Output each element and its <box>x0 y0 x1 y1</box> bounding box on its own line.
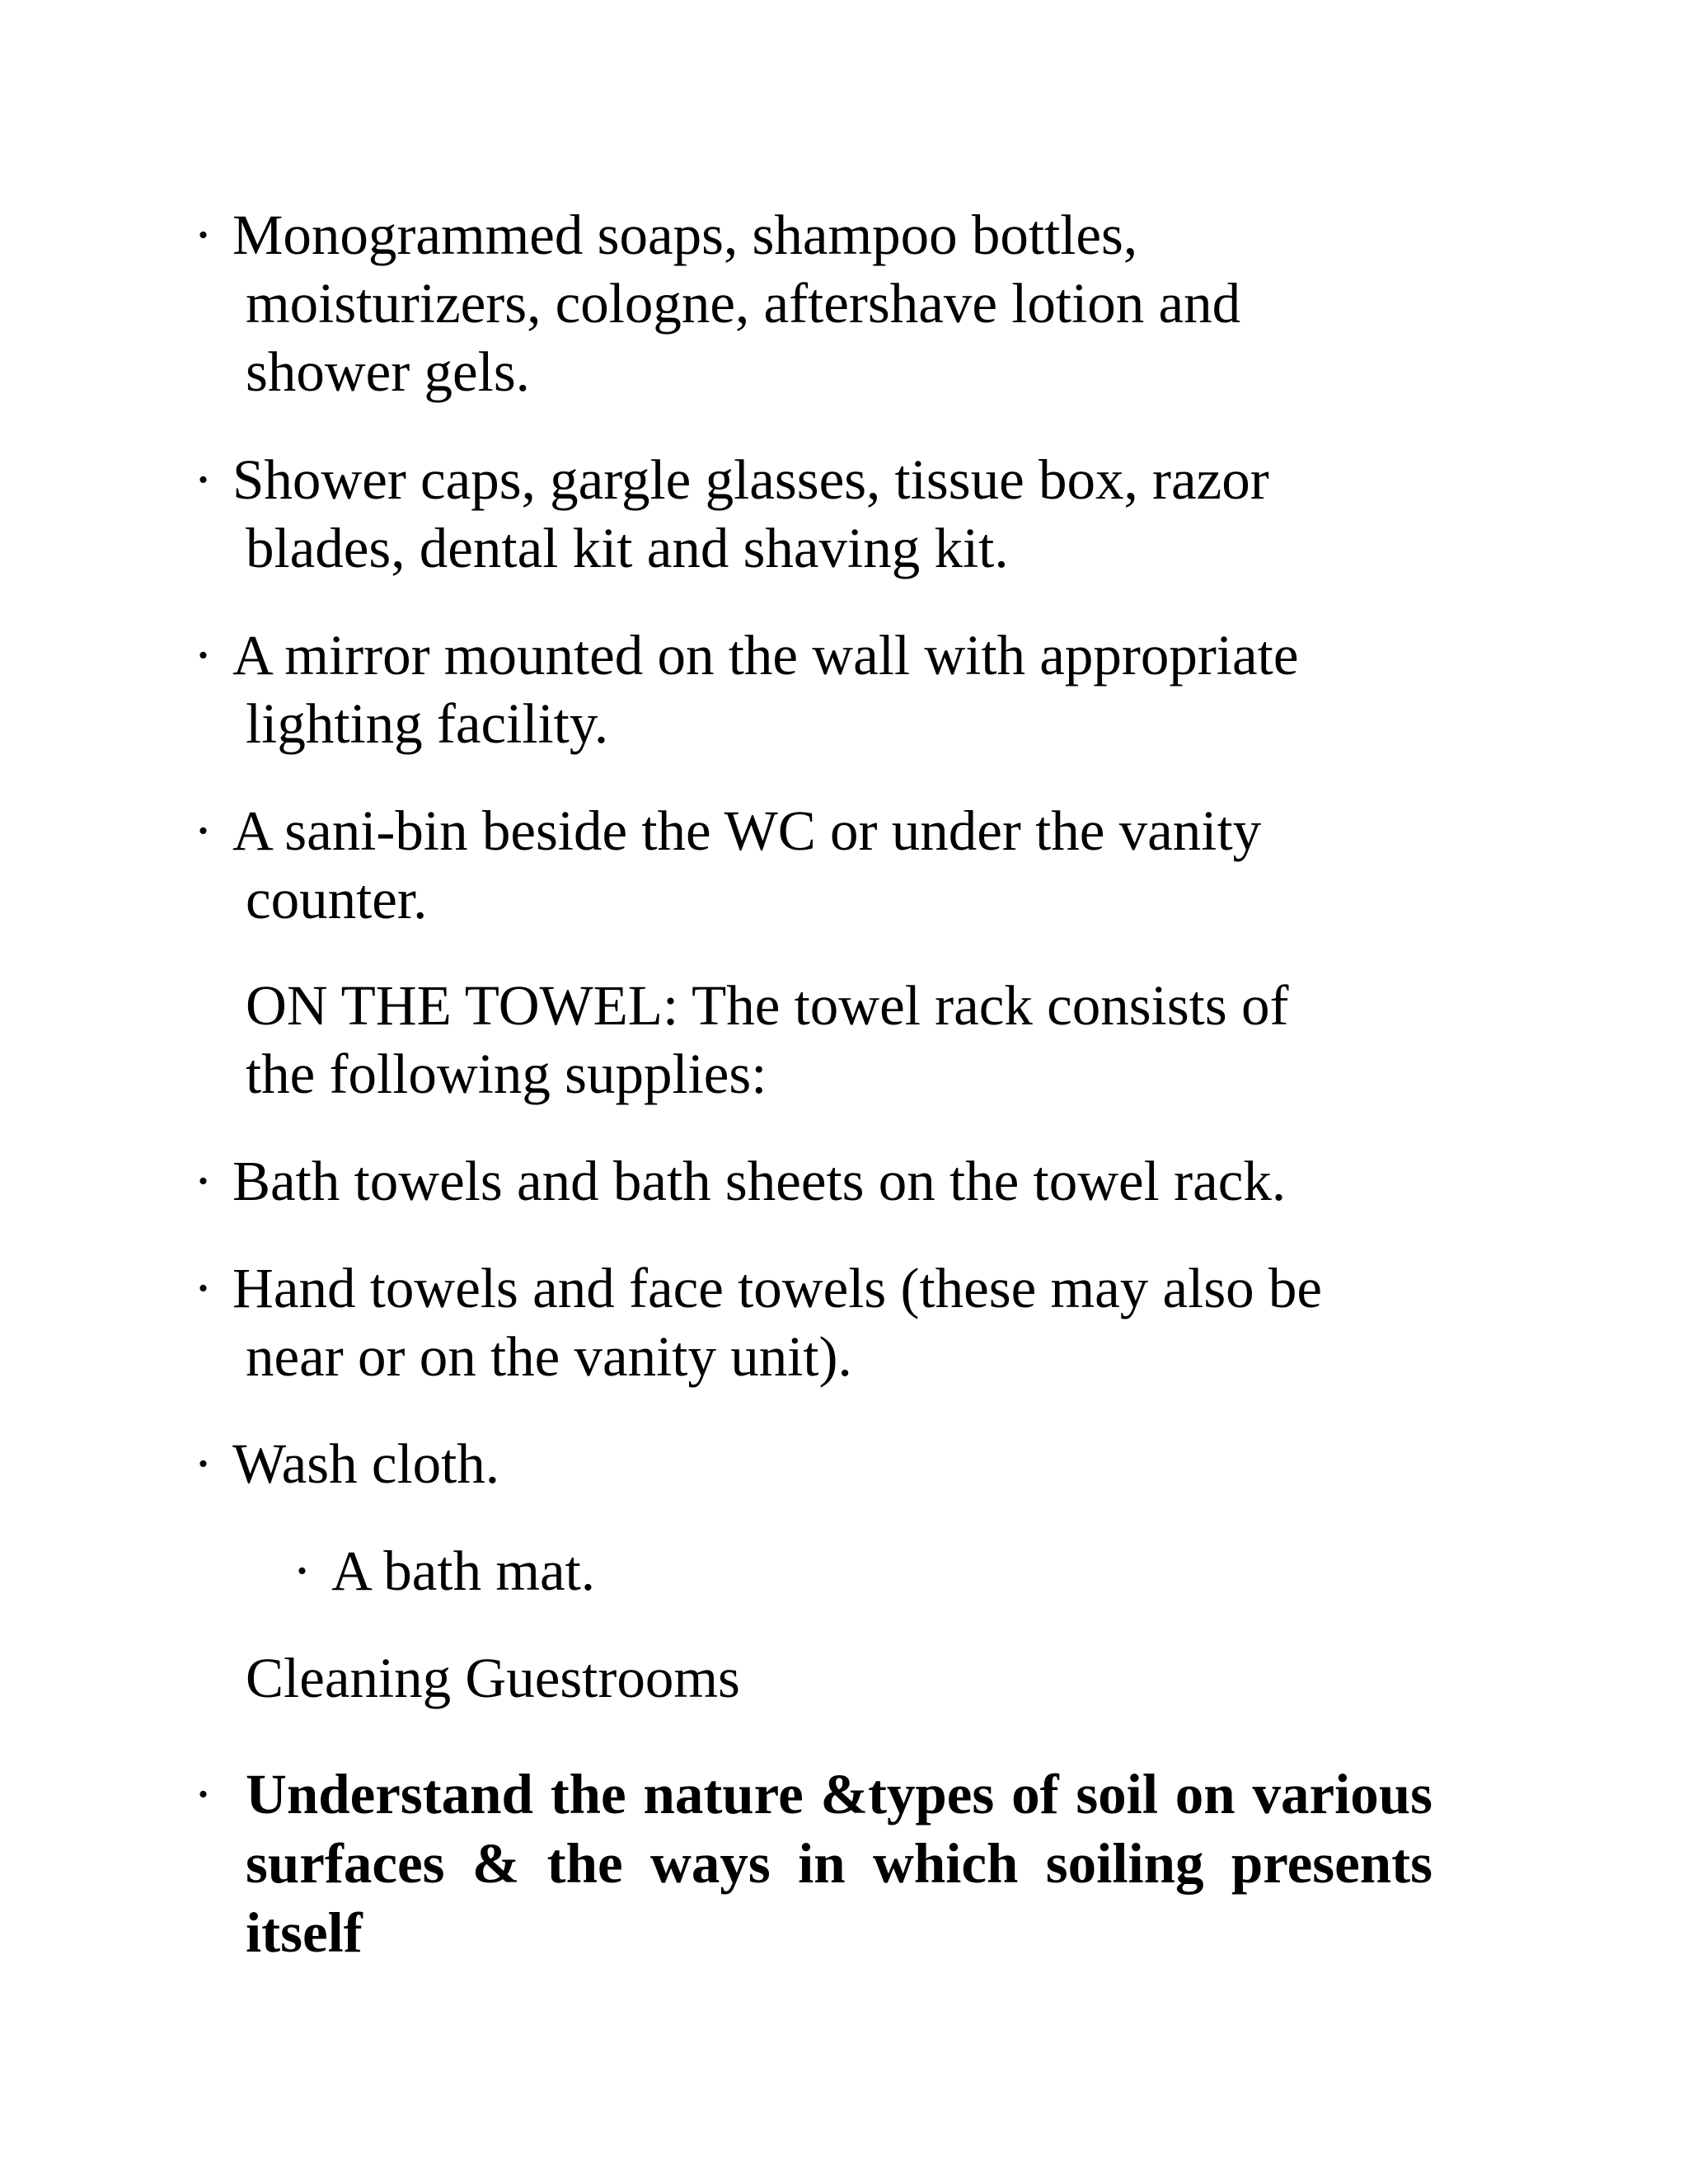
bullet-marker: · <box>194 799 213 862</box>
item-1-line-2: moisturizers, cologne, aftershave lotion and <box>246 272 1241 335</box>
towel-intro-line-1: ON THE TOWEL: The towel rack consists of <box>246 974 1289 1037</box>
item-2-line-1: Shower caps, gargle glasses, tissue box, razor <box>232 448 1269 511</box>
towel-item-3-line-1: Wash cloth. <box>232 1432 500 1495</box>
item-3-line-2: lighting facility. <box>246 692 609 755</box>
item-1-line-3: shower gels. <box>246 340 530 403</box>
bullet-marker: · <box>194 624 213 687</box>
item-1-line-1: Monogrammed soaps, shampoo bottles, <box>232 204 1138 266</box>
bullet-marker: · <box>194 204 213 266</box>
bullet-marker: · <box>194 1432 213 1495</box>
item-4-line-1: A sani-bin beside the WC or under the vanity <box>232 799 1262 862</box>
bath-mat-item: A bath mat. <box>331 1540 596 1602</box>
bullet-marker: · <box>194 1257 213 1319</box>
item-4-line-2: counter. <box>246 868 428 930</box>
towel-intro-line-2: the following supplies: <box>246 1043 767 1105</box>
towel-item-1-line-1: Bath towels and bath sheets on the towel rack. <box>232 1150 1287 1212</box>
item-3-line-1: A mirror mounted on the wall with appropriate <box>232 624 1299 687</box>
towel-item-2-line-2: near or on the vanity unit). <box>246 1325 852 1388</box>
bullet-marker: · <box>194 448 213 511</box>
item-2-line-2: blades, dental kit and shaving kit. <box>246 517 1009 579</box>
bullet-marker: · <box>194 1763 213 1825</box>
section-heading: Cleaning Guestrooms <box>246 1647 740 1709</box>
bullet-marker: · <box>293 1540 312 1602</box>
bold-bullet-item: Understand the nature &types of soil on various surfaces & the ways in which soiling presents itself <box>246 1763 1432 1964</box>
bullet-marker: · <box>194 1150 213 1212</box>
towel-item-2-line-1: Hand towels and face towels (these may also be <box>232 1257 1323 1319</box>
